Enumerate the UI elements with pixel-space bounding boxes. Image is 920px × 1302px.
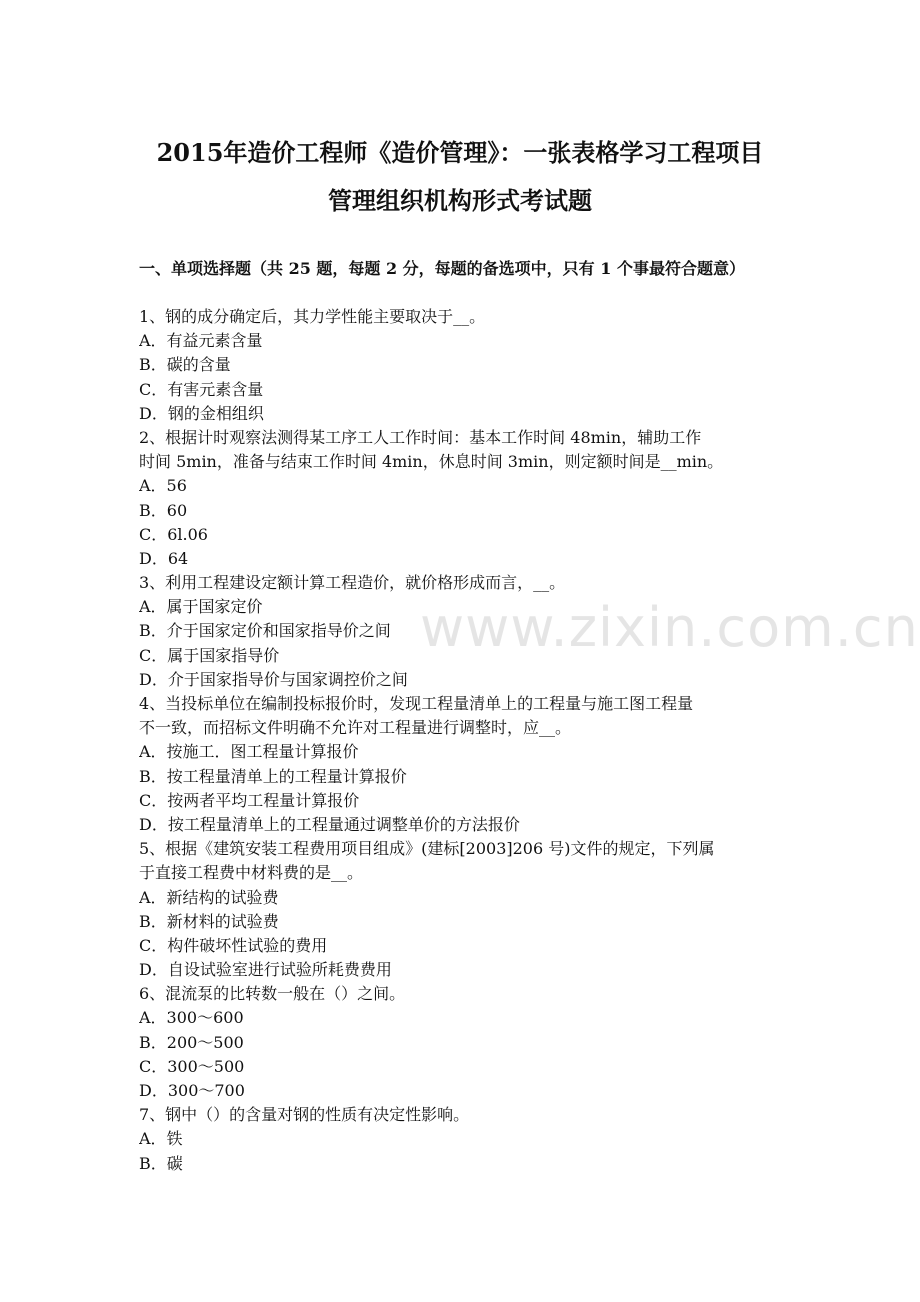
answer-option: D．按工程量清单上的工程量通过调整单价的方法报价: [139, 814, 520, 834]
answer-option: A．300～600: [139, 1008, 244, 1028]
answer-option: C．有害元素含量: [139, 379, 264, 399]
question-stem-line: 1、钢的成分确定后，其力学性能主要取决于__。: [139, 307, 486, 326]
question-stem-line: 时间 5min，准备与结束工作时间 4min，休息时间 3min，则定额时间是__min。: [139, 452, 724, 472]
answer-option: A．56: [139, 476, 187, 496]
answer-option: B．200～500: [139, 1032, 244, 1052]
document-title-line-2: 管理组织机构形式考试题: [328, 186, 592, 215]
answer-option: A．有益元素含量: [139, 331, 263, 351]
section-heading: 一、单项选择题（共 25 题，每题 2 分，每题的备选项中，只有 1 个事最符合题意）: [139, 259, 745, 278]
answer-option: C．6l.06: [139, 524, 208, 544]
answer-option: B．碳的含量: [139, 355, 231, 375]
question-stem-line: 3、利用工程建设定额计算工程造价，就价格形成而言，__。: [139, 573, 566, 593]
answer-option: D．300～700: [139, 1081, 245, 1100]
question-3: [139, 571, 784, 692]
question-stem-line: 4、当投标单位在编制投标报价时，发现工程量清单上的工程量与施工图工程量: [139, 694, 694, 713]
answer-option: D．介于国家指导价与国家调控价之间: [139, 669, 408, 689]
question-4: [139, 692, 784, 837]
answer-option: A．铁: [139, 1129, 183, 1149]
question-stem-line: 于直接工程费中材料费的是__。: [139, 863, 364, 883]
answer-option: A．按施工．图工程量计算报价: [139, 742, 359, 762]
answer-option: B．碳: [139, 1153, 183, 1173]
answer-option: D．64: [139, 548, 189, 568]
answer-option: D．钢的金相组织: [139, 403, 264, 423]
answer-option: B．新材料的试验费: [139, 911, 279, 931]
question-1: [139, 305, 784, 426]
question-list: [139, 305, 784, 1176]
question-stem-line: 不一致，而招标文件明确不允许对工程量进行调整时，应__。: [139, 718, 572, 738]
answer-option: B．介于国家定价和国家指导价之间: [139, 621, 391, 641]
question-stem-line: 5、根据《建筑安装工程费用项目组成》(建标[2003]206 号)文件的规定，下列属: [139, 839, 715, 859]
question-stem-line: 6、混流泵的比转数一般在（）之间。: [139, 984, 406, 1004]
answer-option: C．按两者平均工程量计算报价: [139, 790, 360, 810]
answer-option: C．属于国家指导价: [139, 645, 280, 665]
question-stem-line: 2、根据计时观察法测得某工序工人工作时间：基本工作时间 48min，辅助工作: [139, 427, 702, 447]
question-2: [139, 426, 784, 571]
answer-option: C．构件破坏性试验的费用: [139, 935, 328, 955]
answer-option: B．按工程量清单上的工程量计算报价: [139, 766, 407, 786]
answer-option: C．300～500: [139, 1056, 245, 1076]
answer-option: D．自设试验室进行试验所耗费费用: [139, 960, 392, 980]
answer-option: B．60: [139, 500, 188, 520]
watermark: www.zixin.com.cn: [420, 596, 919, 659]
answer-option: A．新结构的试验费: [139, 887, 279, 907]
question-6: [139, 982, 784, 1103]
document-title-line-1: 2015年造价工程师《造价管理》：一张表格学习工程项目: [156, 138, 764, 167]
question-5: [139, 837, 784, 982]
question-stem-line: 7、钢中（）的含量对钢的性质有决定性影响。: [139, 1105, 470, 1125]
answer-option: A．属于国家定价: [139, 597, 263, 617]
question-7: [139, 1103, 784, 1176]
